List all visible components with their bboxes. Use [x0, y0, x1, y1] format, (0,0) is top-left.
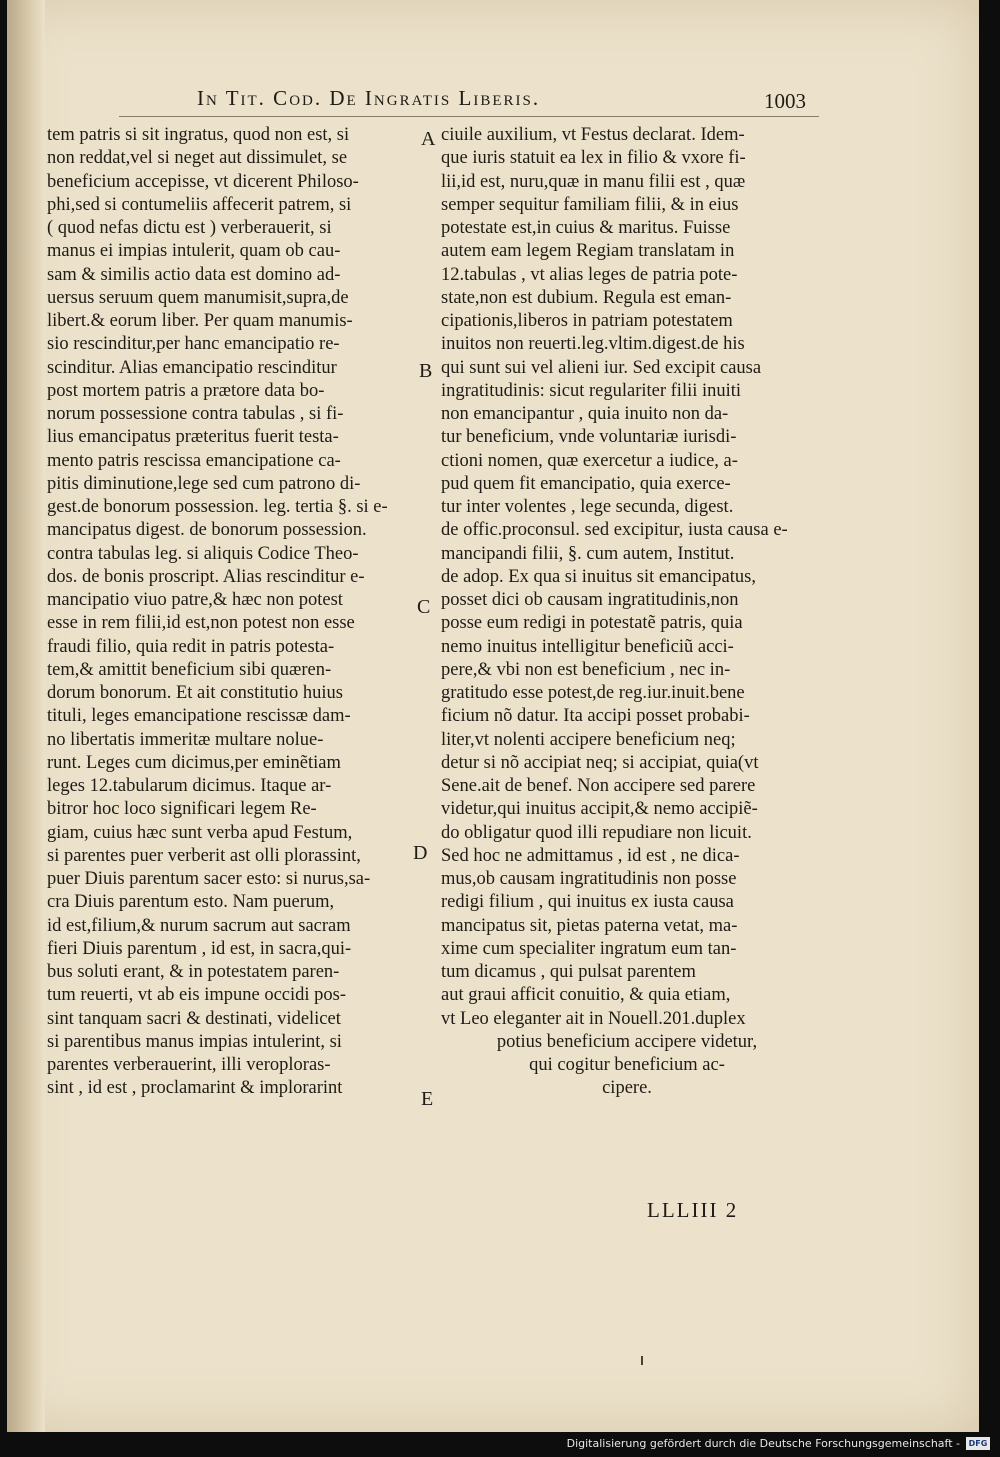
- text-line: vt Leo eleganter ait in Nouell.201.duplex: [441, 1008, 746, 1029]
- margin-letter-c: C: [417, 596, 431, 618]
- text-line: sint tanquam sacri & destinati, videlicet: [47, 1008, 341, 1029]
- text-line: mancipatus sit, pietas paterna vetat, ma-: [441, 915, 738, 936]
- text-line: norum possessione contra tabulas , si fi-: [47, 404, 344, 424]
- text-line: mancipatus digest. de bonorum possession.: [47, 520, 367, 541]
- text-line: gratitudo esse potest,de reg.iur.inuit.bene: [441, 683, 745, 703]
- text-line: de adop. Ex qua si inuitus sit emancipatus,: [441, 566, 756, 587]
- text-line: puer Diuis parentum sacer esto: si nurus,sa-: [47, 869, 371, 889]
- left-text-column: [47, 124, 409, 1101]
- text-line: posse eum redigi in potestatẽ patris, quia: [441, 613, 743, 634]
- text-line: cipationis,liberos in patriam potestatem: [441, 311, 733, 331]
- text-line: ( quod nefas dictu est ) verberauerit, si: [47, 218, 332, 238]
- text-line: do obligatur quod illi repudiare non licuit.: [441, 822, 752, 843]
- text-line: sam & similis actio data est domino ad-: [47, 264, 341, 285]
- text-line: runt. Leges cum dicimus,per eminẽtiam: [47, 752, 341, 773]
- text-line: qui sunt sui vel alieni iur. Sed excipit causa: [441, 357, 762, 378]
- text-line: inuitos non reuerti.leg.vltim.digest.de his: [441, 334, 745, 355]
- text-line: lius emancipatus præteritus fuerit testa-: [47, 427, 339, 448]
- text-line: gest.de bonorum possession. leg. tertia §. si e-: [47, 497, 388, 517]
- text-line: Sed hoc ne admittamus , id est , ne dica-: [441, 845, 740, 866]
- text-line: uersus seruum quem manumisit,supra,de: [47, 287, 349, 308]
- ink-speck: [641, 1356, 643, 1365]
- text-line: leges 12.tabularum dicimus. Itaque ar-: [47, 776, 332, 796]
- text-line: non emancipantur , quia inuito non da-: [441, 404, 729, 424]
- text-line: de offic.proconsul. sed excipitur, iusta causa e-: [441, 520, 788, 541]
- text-line: giam, cuius hæc sunt verba apud Festum,: [47, 822, 353, 843]
- text-line: tur beneficium, vnde voluntariæ iurisdi-: [441, 427, 737, 448]
- text-line: posset dici ob causam ingratitudinis,non: [441, 590, 739, 610]
- text-line: phi,sed si contumeliis affecerit patrem, si: [47, 194, 352, 215]
- margin-letter-a: A: [421, 128, 436, 150]
- text-line: tur inter volentes , lege secunda, digest.: [441, 497, 734, 517]
- text-line: fieri Diuis parentum , id est, in sacra,qui-: [47, 938, 352, 959]
- text-line: sint , id est , proclamarint & implorarint: [47, 1078, 343, 1099]
- footer-bar: [0, 1432, 1000, 1457]
- text-line: aut graui afficit conuitio, & quia etiam,: [441, 985, 731, 1006]
- text-line: mento patris rescissa emancipatione ca-: [47, 450, 341, 471]
- running-head: In Tit. Cod. De Ingratis Liberis.: [197, 86, 541, 110]
- dfg-logo: DFG: [966, 1437, 990, 1450]
- text-line: ctioni nomen, quæ exercetur a iudice, a-: [441, 450, 738, 471]
- header-rule: [119, 116, 819, 117]
- text-line: bitror hoc loco significari legem Re-: [47, 799, 317, 820]
- text-line: tituli, leges emancipatione rescissæ dam-: [47, 706, 351, 727]
- text-line: pitis diminutione,lege sed cum patrono di-: [47, 473, 361, 494]
- text-line: mancipandi filii, §. cum autem, Institut.: [441, 543, 735, 564]
- text-line: fraudi filio, quia redit in patris potesta-: [47, 636, 335, 657]
- digitization-credit: Digitalisierung gefördert durch die Deutsche Forschungsgemeinschaft -: [566, 1437, 960, 1450]
- text-line: videtur,qui inuitus accipit,& nemo accipiẽ-: [441, 799, 758, 820]
- text-line: cipere.: [602, 1078, 652, 1099]
- text-line: xime cum specialiter ingratum eum tan-: [441, 938, 737, 959]
- text-line: scinditur. Alias emancipatio rescinditur: [47, 357, 337, 378]
- margin-letter-d: D: [413, 842, 428, 864]
- scanned-page: [7, 0, 979, 1432]
- text-line: liter,vt nolenti accipere beneficium neq;: [441, 729, 736, 750]
- text-line: qui cogitur beneficium ac-: [529, 1055, 725, 1075]
- text-line: beneficium accepisse, vt dicerent Philoso-: [47, 171, 359, 192]
- text-line: ciuile auxilium, vt Festus declarat. Idem-: [441, 125, 745, 145]
- text-line: sio rescinditur,per hanc emancipatio re-: [47, 334, 340, 355]
- text-line: semper sequitur familiam filii, & in eius: [441, 194, 739, 215]
- text-line: cra Diuis parentum esto. Nam puerum,: [47, 892, 335, 913]
- text-line: que iuris statuit ea lex in filio & vxore fi-: [441, 148, 746, 169]
- text-line: tum reuerti, vt ab eis impune occidi pos-: [47, 985, 347, 1006]
- text-line: ficium nõ datur. Ita accipi posset probabi-: [441, 706, 750, 727]
- text-line: no libertatis immeritæ multare noluе-: [47, 729, 324, 750]
- text-line: tem patris si sit ingratus, quod non est, si: [47, 125, 350, 145]
- text-line: Sene.ait de benef. Non accipere sed parere: [441, 776, 756, 796]
- text-line: pere,& vbi non est beneficium , nec in-: [441, 659, 731, 680]
- text-line: potius beneficium accipere videtur,: [496, 1031, 758, 1052]
- text-line: detur si nõ accipiat neq; si accipiat, quia(vt: [441, 752, 759, 773]
- text-line: si parentibus manus impias intulerint, si: [47, 1031, 342, 1052]
- right-text-column: [441, 124, 813, 1101]
- text-line: pud quem fit emancipatio, quia exerce-: [441, 473, 731, 494]
- signature-mark: LLLIII 2: [647, 1198, 739, 1222]
- text-line: post mortem patris a prætore data bo-: [47, 380, 325, 401]
- text-line: autem eam legem Regiam translatam in: [441, 241, 735, 262]
- text-line: id est,filium,& nurum sacrum aut sacram: [47, 915, 351, 936]
- text-line: esse in rem filii,id est,non potest non esse: [47, 613, 355, 634]
- text-line: libert.& eorum liber. Per quam manumis-: [47, 311, 353, 331]
- text-line: bus soluti erant, & in potestatem paren-: [47, 962, 340, 982]
- text-line: mancipatio viuo patre,& hæc non potest: [47, 590, 343, 610]
- text-line: contra tabulas leg. si aliquis Codice Theo-: [47, 543, 359, 564]
- page-number: 1003: [764, 89, 806, 113]
- margin-letter-b: B: [419, 360, 433, 382]
- text-line: 12.tabulas , vt alias leges de patria pote-: [441, 264, 738, 285]
- text-line: lii,id est, nuru,quæ in manu filii est , quæ: [441, 171, 746, 192]
- text-line: manus ei impias intulerit, quam ob cau-: [47, 241, 341, 262]
- text-line: si parentes puer verberit ast olli plorassint,: [47, 845, 361, 866]
- text-line: dos. de bonis proscript. Alias rescinditur e-: [47, 566, 365, 587]
- text-line: ingratitudinis: sicut regulariter filii inuiti: [441, 380, 742, 401]
- text-line: non reddat,vel si neget aut dissimulet, se: [47, 148, 348, 169]
- text-line: tum dicamus , qui pulsat parentem: [441, 962, 696, 982]
- text-line: nemo inuitus intelligitur beneficiũ acci-: [441, 636, 734, 657]
- text-line: dorum bonorum. Et ait constitutio huius: [47, 683, 343, 703]
- margin-letter-e: E: [421, 1088, 434, 1110]
- book-gutter: [7, 0, 45, 1432]
- text-line: tem,& amittit beneficium sibi quæren-: [47, 659, 332, 680]
- text-line: parentes verberauerint, illi veroploras-: [47, 1055, 331, 1075]
- text-line: state,non est dubium. Regula est eman-: [441, 287, 732, 308]
- text-line: redigi filium , qui inuitus ex iusta causa: [441, 892, 734, 913]
- text-line: mus,ob causam ingratitudinis non posse: [441, 869, 737, 889]
- text-line: potestate est,in cuius & maritus. Fuisse: [441, 218, 731, 238]
